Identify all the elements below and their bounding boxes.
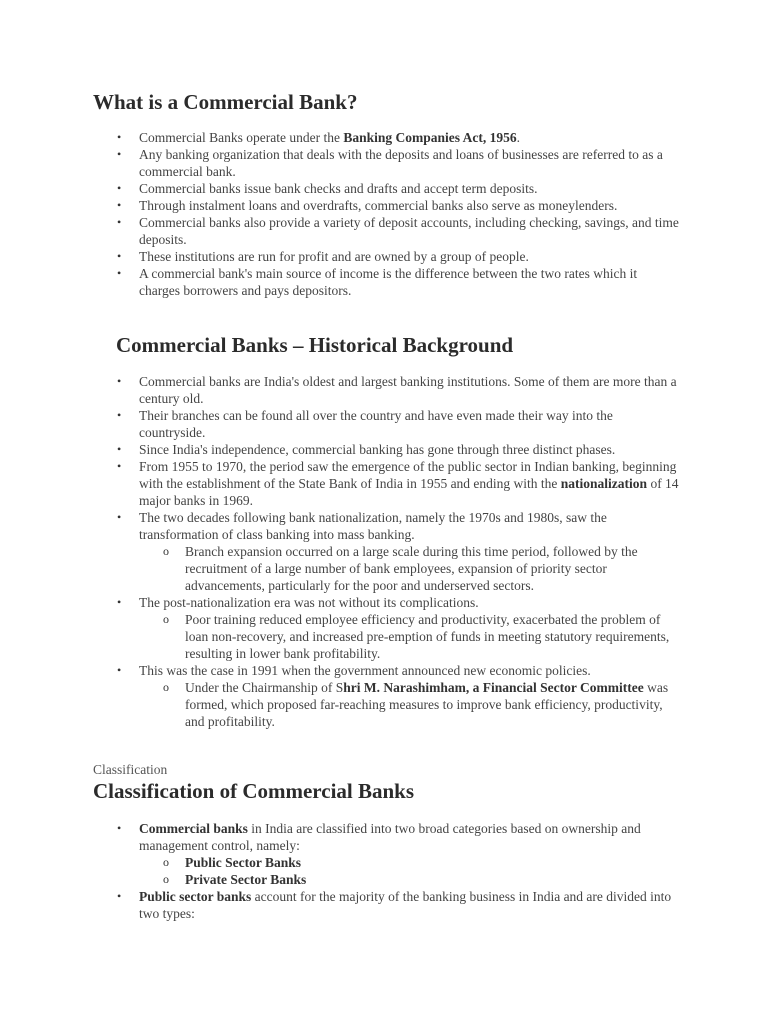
sub-list-item: o Under the Chairmanship of Shri M. Narashimham, a Financial Sector Committee was formed, which proposed far-reaching measures to improve bank efficiency, productivity, and profitability. <box>185 679 679 730</box>
heading-what-is-commercial-bank: What is a Commercial Bank? <box>93 90 358 114</box>
bullet-list-history <box>139 373 679 730</box>
list-item: • From 1955 to 1970, the period saw the emergence of the public sector in Indian banking, beginning with the establishment of the State Bank of India in 1955 and ending with the nationalization of 14 major banks in 1969. <box>139 458 679 509</box>
sub-list-item: o Public Sector Banks <box>185 854 679 871</box>
list-item: • Since India's independence, commercial banking has gone through three distinct phases. <box>139 441 679 458</box>
bullet-list-definition <box>139 129 679 299</box>
sub-list-item: o Branch expansion occurred on a large scale during this time period, followed by the recruitment of a large number of bank employees, expansion of priority sector advancements, particularly for the poor and underserved sectors. <box>185 543 679 594</box>
list-item: • The post-nationalization era was not without its complications. o Poor training reduced employee efficiency and productivity, exacerbated the problem of loan non-recovery, and increased pre-emption of funds in meeting statutory requirements, resulting in lower bank profitability. <box>139 594 679 662</box>
list-item: • Commercial Banks operate under the Banking Companies Act, 1956. <box>139 129 679 146</box>
heading-historical-background: Commercial Banks – Historical Background <box>116 333 514 357</box>
list-item: • The two decades following bank nationalization, namely the 1970s and 1980s, saw the transformation of class banking into mass banking. o Branch expansion occurred on a large scale during this time period, followed by the recruitment of a large number of bank employees, expansion of priority sector advancements, particularly for the poor and underserved sectors. <box>139 509 679 594</box>
list-item: • Public sector banks account for the majority of the banking business in India and are divided into two types: <box>139 888 679 922</box>
list-item: • Their branches can be found all over the country and have even made their way into the countryside. <box>139 407 679 441</box>
list-item: • A commercial bank's main source of income is the difference between the two rates which it charges borrowers and pays depositors. <box>139 265 679 299</box>
sub-list <box>185 854 679 888</box>
list-item: • Any banking organization that deals with the deposits and loans of businesses are referred to as a commercial bank. <box>139 146 679 180</box>
list-item: • Commercial banks are India's oldest and largest banking institutions. Some of them are more than a century old. <box>139 373 679 407</box>
sub-list-item: o Poor training reduced employee efficiency and productivity, exacerbated the problem of loan non-recovery, and increased pre-emption of funds in meeting statutory requirements, resulting in lower bank profitability. <box>185 611 679 662</box>
list-item: • These institutions are run for profit and are owned by a group of people. <box>139 248 679 265</box>
list-item: • Commercial banks in India are classified into two broad categories based on ownership and management control, namely: o Public Sector Banks o Private Sector Banks <box>139 820 679 888</box>
bullet-list-classification <box>139 820 679 922</box>
sub-list <box>185 679 679 730</box>
heading-classification: Classification of Commercial Banks <box>93 779 415 803</box>
sub-list <box>185 543 679 594</box>
list-item: • Commercial banks also provide a variety of deposit accounts, including checking, savings, and time deposits. <box>139 214 679 248</box>
list-item: • This was the case in 1991 when the government announced new economic policies. o Under the Chairmanship of Shri M. Narashimham, a Financial Sector Committee was formed, which proposed far-reaching measures to improve bank efficiency, productivity, and profitability. <box>139 662 679 730</box>
section-label-classification: Classification <box>93 762 168 777</box>
sub-list <box>185 611 679 662</box>
sub-list-item: o Private Sector Banks <box>185 871 679 888</box>
list-item: • Commercial banks issue bank checks and drafts and accept term deposits. <box>139 180 679 197</box>
list-item: • Through instalment loans and overdrafts, commercial banks also serve as moneylenders. <box>139 197 679 214</box>
